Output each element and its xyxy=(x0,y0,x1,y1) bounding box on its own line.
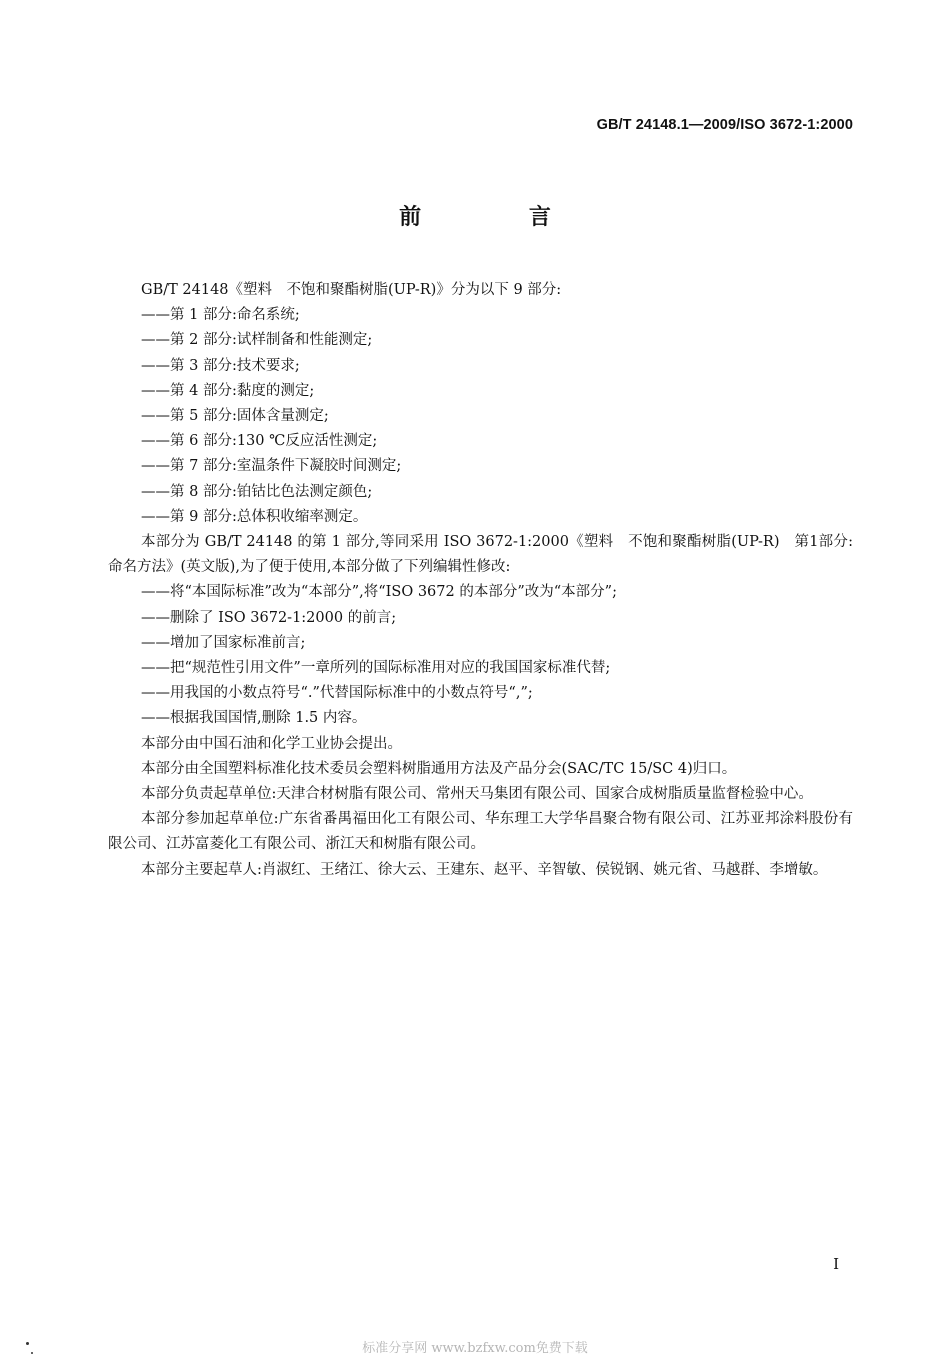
paragraph: 本部分由全国塑料标准化技术委员会塑料树脂通用方法及产品分会(SAC/TC 15/SC 4)归口。 xyxy=(141,760,737,777)
scan-speck xyxy=(31,1352,33,1354)
list-item: ——第 4 部分:黏度的测定; xyxy=(141,382,315,399)
list-item: ——第 8 部分:铂钴比色法测定颜色; xyxy=(141,483,373,500)
paragraph: 本部分参加起草单位:广东省番禺福田化工有限公司、华东理工大学华昌聚合物有限公司、江苏亚邦涂料股份有限公司、江苏富菱化工有限公司、浙江天和树脂有限公司。 xyxy=(108,811,853,853)
list-item: ——第 6 部分:130 ℃反应活性测定; xyxy=(141,433,378,450)
paragraph: 本部分由中国石油和化学工业协会提出。 xyxy=(141,735,402,752)
list-item: ——把“规范性引用文件”一章所列的国际标准用对应的我国国家标准代替; xyxy=(141,660,611,677)
document-code: GB/T 24148.1—2009/ISO 3672-1:2000 xyxy=(596,117,853,133)
scan-speck xyxy=(26,1342,29,1345)
list-item: ——增加了国家标准前言; xyxy=(141,634,306,651)
foreword-body xyxy=(108,278,853,883)
paragraph: 本部分负责起草单位:天津合材树脂有限公司、常州天马集团有限公司、国家合成树脂质量监督检验中心。 xyxy=(141,786,813,803)
page-title: 前 言 xyxy=(399,204,601,230)
paragraph: GB/T 24148《塑料 不饱和聚酯树脂(UP-R)》分为以下 9 部分: xyxy=(141,282,562,298)
list-item: ——第 9 部分:总体积收缩率测定。 xyxy=(141,508,368,525)
list-item: ——根据我国国情,删除 1.5 内容。 xyxy=(141,710,367,727)
list-item: ——将“本国际标准”改为“本部分”,将“ISO 3672 的本部分”改为“本部分”; xyxy=(141,584,617,601)
list-item: ——第 3 部分:技术要求; xyxy=(141,357,300,374)
paragraph: 本部分主要起草人:肖淑红、王绪江、徐大云、王建东、赵平、辛智敏、侯锐钢、姚元省、马越群、李增敏。 xyxy=(141,861,828,878)
list-item: ——第 1 部分:命名系统; xyxy=(141,307,300,324)
list-item: ——第 2 部分:试样制备和性能测定; xyxy=(141,332,373,349)
paragraph: 本部分为 GB/T 24148 的第 1 部分,等同采用 ISO 3672-1:2000《塑料 不饱和聚酯树脂(UP-R) 第1部分:命名方法》(英文版),为了便于使用,本部分做了下列编辑性修改: xyxy=(108,534,853,576)
list-item: ——第 5 部分:固体含量测定; xyxy=(141,408,329,425)
list-item: ——用我国的小数点符号“.”代替国际标准中的小数点符号“,”; xyxy=(141,685,533,702)
list-item: ——第 7 部分:室温条件下凝胶时间测定; xyxy=(141,458,402,475)
watermark-text: 标准分享网 www.bzfxw.com免费下载 xyxy=(362,1341,588,1356)
list-item: ——删除了 ISO 3672-1:2000 的前言; xyxy=(141,609,397,626)
page-number: I xyxy=(833,1255,839,1273)
